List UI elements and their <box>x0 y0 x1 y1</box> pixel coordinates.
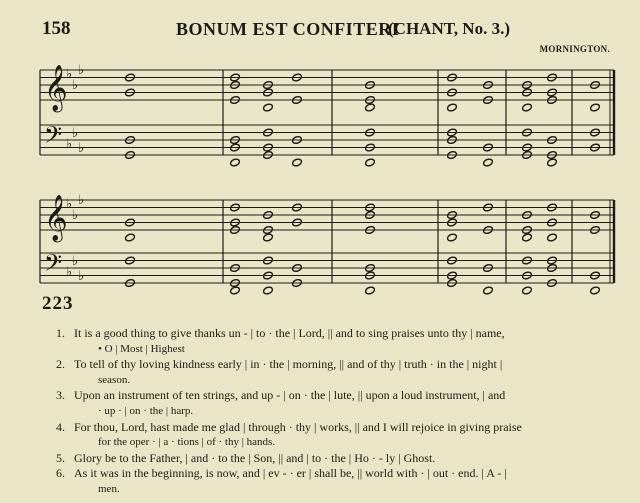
verse-text: It is a good thing to give thanks un - | to · the | Lord, || and to sing praises unto thy | name, <box>74 326 505 340</box>
bass-clef-icon: 𝄢 <box>44 121 63 154</box>
verse-number: 2. <box>56 357 65 372</box>
flat-icon: ♭ <box>72 78 79 93</box>
page-title: BONUM EST CONFITERI <box>176 19 400 39</box>
flat-icon: ♭ <box>72 126 79 141</box>
note-head <box>230 286 241 295</box>
verse-number: 5. <box>56 450 65 465</box>
flat-icon: ♭ <box>78 269 85 284</box>
flat-icon: ♭ <box>78 63 85 78</box>
verse-5 <box>56 451 636 467</box>
verse-text: As it was in the beginning, is now, and | ev - · er | shall be, || world with · | out · end. | A - | <box>74 466 507 481</box>
verse-continuation: for the oper · | a · tions | of · thy | hands. <box>98 436 276 449</box>
note-head <box>590 286 601 295</box>
verse-text: For thou, Lord, hast made me glad | through · thy | works, || and I will rejoice in giving praise <box>74 419 522 434</box>
verse-6 <box>56 466 636 497</box>
verse-number: 1. <box>56 326 65 340</box>
note-head <box>365 103 376 112</box>
verse-number: 3. <box>56 388 65 403</box>
note-head <box>292 158 303 167</box>
verse-3 <box>56 388 636 419</box>
verse-continuation: · up · | on · the | harp. <box>98 404 194 417</box>
treble-clef-icon: 𝄞 <box>44 65 68 111</box>
note-head <box>590 103 601 112</box>
note-head <box>230 158 241 167</box>
note-head <box>447 103 458 112</box>
note-head <box>447 233 458 242</box>
verse-text: Upon an instrument of ten strings, and up - | on · the | lute, || upon a loud instrument, | and <box>74 388 506 403</box>
flat-icon: ♭ <box>78 193 85 208</box>
verse-continuation: men. <box>98 482 120 495</box>
flat-icon: ♭ <box>66 67 73 82</box>
note-head <box>263 233 274 242</box>
flat-icon: ♭ <box>66 197 73 212</box>
note-head <box>547 233 558 242</box>
note-head <box>483 158 494 167</box>
note-head <box>125 233 136 242</box>
chant-subtitle: (CHANT, No. 3.) <box>388 19 510 38</box>
page-number: 158 <box>42 18 71 39</box>
verse-4 <box>56 420 636 451</box>
note-head <box>263 103 274 112</box>
flat-icon: ♭ <box>66 137 73 152</box>
tune-name: MORNINGTON. <box>539 44 610 54</box>
bass-clef-icon: 𝄢 <box>44 249 63 282</box>
note-head <box>522 286 533 295</box>
verse-text: To tell of thy loving kindness early | in · the | morning, || and of thy | truth · in the | night | <box>74 357 503 372</box>
verse-continuation: • O | Most | Highest <box>98 342 185 355</box>
verse-number: 6. <box>56 466 65 481</box>
note-head <box>365 158 376 167</box>
note-head <box>483 286 494 295</box>
verse-continuation: season. <box>98 373 131 386</box>
note-head <box>522 233 533 242</box>
flat-icon: ♭ <box>78 141 85 156</box>
verse-2 <box>56 357 636 388</box>
verse-list <box>56 326 636 498</box>
note-head <box>522 103 533 112</box>
verse-text: Glory be to the Father, | and · to the | Son, || and | to · the | Ho · - ly | Ghost. <box>74 450 436 465</box>
verse-1 <box>56 326 636 357</box>
treble-clef-icon: 𝄞 <box>44 195 68 241</box>
hymn-number: 223 <box>42 293 74 314</box>
note-head <box>263 286 274 295</box>
flat-icon: ♭ <box>72 254 79 269</box>
note-head <box>547 158 558 167</box>
flat-icon: ♭ <box>72 208 79 223</box>
flat-icon: ♭ <box>66 265 73 280</box>
verse-number: 4. <box>56 419 65 434</box>
note-head <box>365 286 376 295</box>
